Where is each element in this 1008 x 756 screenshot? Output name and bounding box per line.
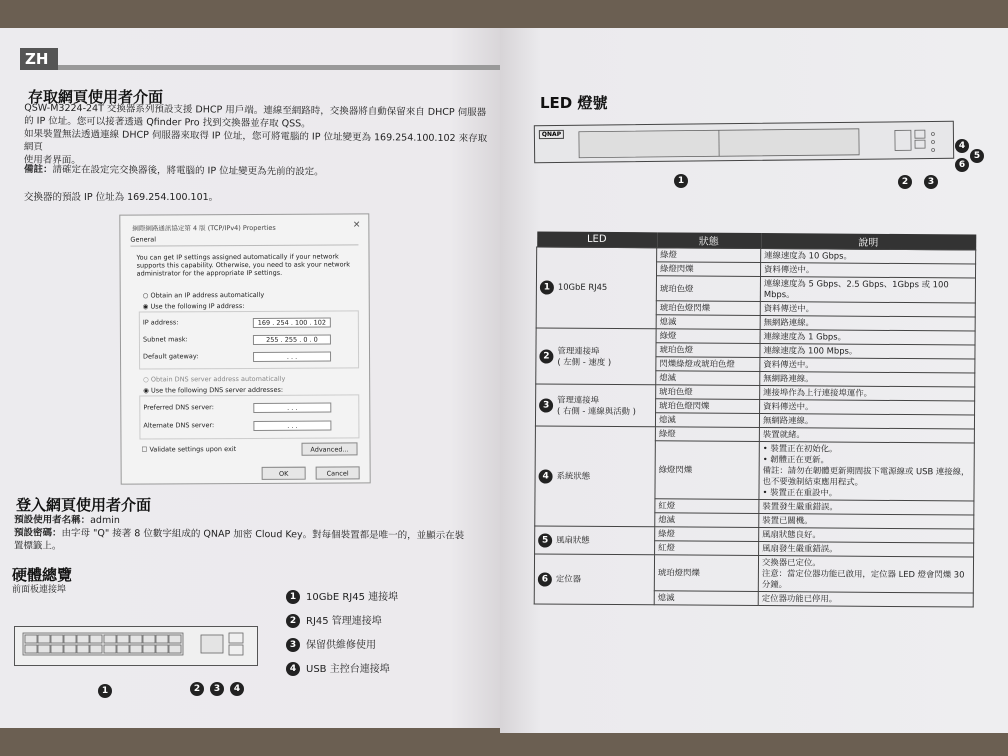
led-name: 定位器	[555, 573, 582, 584]
status-cell: 琥珀燈閃爍	[654, 555, 758, 592]
description-cell: 資料傳送中。	[760, 358, 975, 374]
status-cell: 熄滅	[654, 591, 758, 606]
access-line: QSW-M3224-24T 交換器系列預設支援 DHCP 用戶端。連線至網路時，交換器將自動保留來自 DHCP 伺服器	[24, 102, 487, 119]
access-paragraph	[24, 102, 495, 172]
legend-item: 2 RJ45 管理連接埠	[286, 612, 382, 628]
left-page	[0, 28, 500, 728]
led-number: 4	[539, 469, 553, 483]
access-line: 如果裝置無法透過連線 DHCP 伺服器來取得 IP 位址，您可將電腦的 IP 位址變更為 169.254.100.102 來存取網頁	[23, 128, 488, 153]
description-cell: 裝置發生嚴重錯誤。	[759, 500, 974, 516]
callout-4: 4	[230, 676, 244, 696]
validate-checkbox[interactable]: ☐ Validate settings upon exit	[141, 445, 237, 454]
login-info	[14, 513, 484, 555]
header-led: LED	[537, 231, 657, 247]
status-cell: 琥珀色燈	[656, 276, 760, 302]
dialog-intro: You can get IP settings assigned automatically if your network supports this capability. Otherwise, you need to ask your network administrator for the appropriate IP settings.	[136, 252, 351, 278]
status-cell: 綠燈閃爍	[655, 441, 759, 500]
section-title-login: 登入網頁使用者介面	[16, 496, 152, 514]
qnap-logo: QNAP	[539, 130, 564, 139]
status-cell: 熄滅	[656, 371, 760, 386]
radio-obtain-auto[interactable]: ○ Obtain an IP address automatically	[142, 290, 265, 300]
description-cell: 連線速度為 1 Gbps。	[760, 330, 975, 346]
preferred-dns-field[interactable]: . . .	[253, 403, 331, 413]
callout-2: 2	[898, 169, 912, 189]
header-bar	[58, 65, 503, 70]
description-cell: 無網路連線。	[760, 372, 975, 388]
note-text: 請確定在設定完交換器後，將電腦的 IP 位址變更為先前的設定。	[52, 164, 324, 178]
section-title-access: 存取網頁使用者介面	[28, 88, 164, 106]
description-cell: 連接埠作為上行連接埠運作。	[760, 386, 975, 402]
front-panel-subtitle: 前面板連接埠	[12, 585, 67, 595]
description-cell: 交換器已定位。 注意：當定位器功能已啟用，定位器 LED 燈會閃爍 30 分鐘。	[758, 556, 973, 594]
description-cell: • 裝置正在初始化。 • 韌體正在更新。 備註：請勿在韌體更新期間拔下電源線或 USB 連接線，也不要強制結束應用程式。 • 裝置正在重設中。	[759, 442, 974, 501]
section-title-hardware: 硬體總覽	[12, 566, 73, 584]
legend-item: 1 10GbE RJ45 連接埠	[286, 588, 398, 604]
subnet-mask-field[interactable]: 255 . 255 . 0 . 0	[253, 335, 331, 345]
ok-button[interactable]: OK	[262, 467, 306, 480]
led-name-cell	[535, 526, 655, 555]
mask-label: Subnet mask:	[142, 335, 188, 344]
table-row	[536, 328, 975, 345]
status-cell: 綠燈	[657, 248, 761, 263]
alternate-dns-field[interactable]: . . .	[253, 421, 331, 431]
tab-general[interactable]: General	[130, 234, 358, 246]
description-cell: 裝置已關機。	[759, 514, 974, 530]
legend-item: 3 保留供維修使用	[286, 636, 376, 652]
led-name-cell	[535, 426, 656, 527]
status-cell: 熄滅	[655, 413, 759, 428]
switch-front-illustration	[534, 121, 954, 163]
led-name: 系統狀態	[556, 470, 591, 481]
preferred-dns-label: Preferred DNS server:	[143, 403, 214, 412]
language-tag: ZH	[20, 48, 58, 70]
note	[24, 163, 494, 180]
right-page	[500, 28, 1008, 733]
default-username: 預設使用者名稱：admin	[14, 514, 120, 527]
led-name: 管理連接埠 ( 右側 - 連線與活動 )	[557, 394, 636, 416]
description-cell: 連線速度為 10 Gbps。	[761, 249, 976, 265]
led-name-cell	[535, 384, 655, 427]
status-cell: 熄滅	[655, 513, 759, 528]
radio-use-following[interactable]: ◉ Use the following IP address:	[142, 302, 245, 311]
led-number: 5	[538, 533, 552, 547]
access-line: 的 IP 位址。您可以接著透過 Qfinder Pro 找到交換器並存取 QSS。	[24, 115, 311, 130]
gateway-label: Default gateway:	[143, 352, 199, 361]
status-cell: 琥珀色燈閃爍	[656, 399, 760, 414]
table-row	[536, 384, 975, 401]
description-cell: 無網路連線。	[760, 316, 975, 332]
status-cell: 綠燈閃爍	[657, 262, 761, 277]
gateway-field[interactable]: . . .	[253, 352, 331, 362]
description-cell: 定位器功能已停用。	[758, 592, 973, 608]
close-icon[interactable]: ✕	[352, 220, 361, 231]
advanced-button[interactable]: Advanced...	[301, 442, 357, 455]
callout-4: 4	[955, 133, 969, 153]
front-panel-illustration	[14, 626, 258, 666]
status-cell: 閃爍綠燈或琥珀色燈	[656, 357, 760, 372]
led-number: 3	[539, 398, 553, 412]
ip-label: IP address:	[142, 318, 179, 327]
default-ip-text: 交換器的預設 IP 位址為 169.254.100.101。	[24, 192, 219, 203]
description-cell: 裝置就緒。	[759, 428, 974, 444]
led-number: 1	[540, 280, 554, 294]
callout-3: 3	[210, 676, 224, 696]
radio-dns-following[interactable]: ◉ Use the following DNS server addresses:	[143, 385, 284, 395]
note-label: 備註：	[23, 163, 53, 176]
table-row	[534, 554, 973, 593]
callout-3: 3	[924, 169, 938, 189]
legend-item: 4 USB 主控台連接埠	[286, 660, 390, 676]
default-password: 預設密碼：由字母 "Q" 接著 8 位數字組成的 QNAP 加密 Cloud Key。對每個裝置都是唯一的，並顯示在裝	[13, 527, 465, 542]
description-cell: 連線速度為 100 Mbps。	[760, 344, 975, 360]
header-description: 說明	[761, 233, 976, 250]
status-cell: 綠燈	[656, 329, 760, 344]
dialog-title: 網際網路通訊協定第 4 版 (TCP/IPv4) Properties	[132, 223, 276, 233]
description-cell: 無網路連線。	[759, 414, 974, 430]
cancel-button[interactable]: Cancel	[316, 466, 360, 479]
description-cell: 資料傳送中。	[760, 302, 975, 318]
table-row	[535, 426, 974, 443]
description-cell: 連線速度為 5 Gbps、2.5 Gbps、1Gbps 或 100 Mbps。	[760, 277, 975, 304]
alternate-dns-label: Alternate DNS server:	[143, 421, 215, 430]
header-status: 狀態	[657, 232, 761, 248]
status-cell: 綠燈	[655, 527, 759, 542]
description-cell: 資料傳送中。	[760, 400, 975, 416]
callout-5: 5	[970, 143, 984, 163]
status-cell: 綠燈	[655, 427, 759, 442]
access-line: 使用者界面。	[23, 154, 81, 167]
dns-group	[139, 394, 359, 439]
status-cell: 熄滅	[656, 315, 760, 330]
description-cell: 風扇狀態良好。	[759, 528, 974, 544]
led-name: 風扇狀態	[556, 534, 590, 545]
table-row	[537, 247, 976, 264]
led-name: 管理連接埠 ( 左側 - 速度 )	[557, 345, 612, 367]
led-title: LED 燈號	[540, 94, 608, 112]
radio-dns-auto[interactable]: ○ Obtain DNS server address automatically	[143, 374, 286, 384]
led-table	[534, 231, 977, 607]
description-cell: 風扇發生嚴重錯誤。	[759, 542, 974, 558]
led-name-cell	[536, 328, 656, 385]
switch-ports-icon	[15, 627, 255, 663]
callout-1: 1	[98, 678, 112, 698]
ip-address-field[interactable]: 169 . 254 . 100 . 102	[253, 318, 331, 328]
callout-2: 2	[190, 676, 204, 696]
led-table-body	[534, 247, 975, 607]
status-cell: 紅燈	[655, 499, 759, 514]
led-name-cell	[536, 247, 657, 329]
tcpip-dialog	[119, 213, 370, 484]
status-cell: 紅燈	[655, 541, 759, 556]
switch-ports-icon	[575, 126, 945, 160]
callout-1: 1	[674, 168, 688, 188]
callout-6: 6	[955, 152, 969, 172]
led-number: 6	[538, 572, 552, 586]
led-name-cell	[534, 554, 654, 605]
table-row	[535, 526, 974, 543]
led-name: 10GbE RJ45	[557, 281, 608, 292]
status-cell: 琥珀色燈	[656, 385, 760, 400]
led-number: 2	[539, 349, 553, 363]
description-cell: 資料傳送中。	[760, 263, 975, 279]
password-line: 置標籤上。	[13, 540, 62, 552]
status-cell: 琥珀色燈閃爍	[656, 301, 760, 316]
status-cell: 琥珀色燈	[656, 343, 760, 358]
